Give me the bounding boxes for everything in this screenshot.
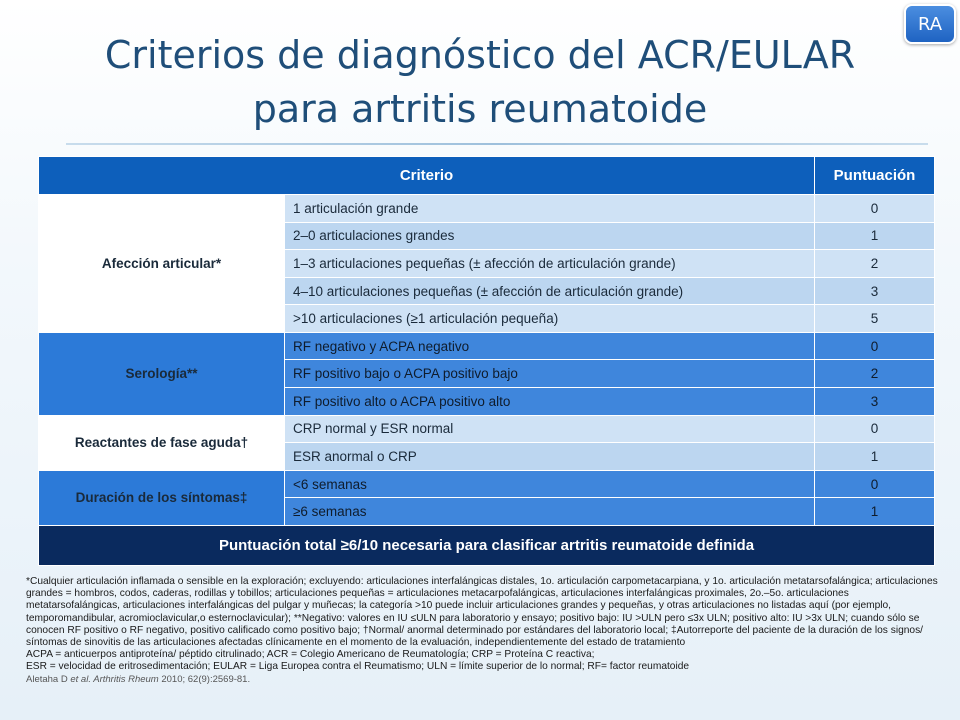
reference-journal: et al. Arthritis Rheum	[70, 673, 159, 685]
category-duracion: Duración de los síntomas‡	[39, 470, 285, 525]
reference-authors: Aletaha D	[26, 673, 71, 685]
footnotes	[26, 576, 938, 686]
header-puntuacion: Puntuación	[815, 157, 935, 195]
page-title	[60, 28, 900, 136]
criterion-score: 0	[815, 470, 935, 498]
criterion-text: RF negativo y ACPA negativo	[285, 332, 815, 360]
criterion-text: 4–10 articulaciones pequeñas (± afección de articulación grande)	[285, 277, 815, 305]
footnote-abbreviations-1: ACPA = anticuerpos antiproteína/ péptido citrulinado; ACR = Colegio Americano de Reumatología; CRP = Proteína C reactiva;	[26, 649, 595, 661]
criterion-score: 5	[815, 305, 935, 333]
criterion-text: RF positivo bajo o ACPA positivo bajo	[285, 360, 815, 388]
criterion-text: ≥6 semanas	[285, 498, 815, 526]
title-divider	[66, 143, 928, 145]
footnote-abbreviations-2: ESR = velocidad de eritrosedimentación; EULAR = Liga Europea contra el Reumatismo; ULN = límite superior de lo normal; RF= factor reumatoide	[26, 661, 690, 673]
criterion-text: 1–3 articulaciones pequeñas (± afección de articulación grande)	[285, 250, 815, 278]
table-row	[39, 470, 935, 498]
category-afeccion-articular: Afección articular*	[39, 195, 285, 333]
criterion-score: 1	[815, 443, 935, 471]
title-line-2: para artritis reumatoide	[252, 87, 708, 131]
criteria-table	[38, 156, 935, 566]
criterion-text: >10 articulaciones (≥1 articulación pequeña)	[285, 305, 815, 333]
reference-citation	[26, 674, 938, 686]
footnote-main: *Cualquier articulación inflamada o sensible en la exploración; excluyendo: articulaciones interfalángicas distales, 1o. articulación carpometacarpiana, y 1o. articulación metatarsofalángica; articulaciones grandes = hombros, codos, caderas, rodillas y tobillos; articulaciones pequeñas = articulaciones metacarpofalángicas, articulaciones interfalángicas proximales, 2o.–5o. articulaciones metatarsofalángicas, articulaciones interfalángicas del pulgar y muñecas; la categoría >10 puede incluir articulaciones grandes y pequeñas, y otras articulaciones no listadas aquí (por ejemplo, temporomandibular, acromioclavicular,o esternoclavicular); **Negativo: valores en IU ≤ULN para laboratorio y ensayo; positivo bajo: IU >ULN pero ≤3x ULN; positivo alto: IU >3x ULN; cuando sólo se conocen RF positivo o RF negativo, positivo calificado como positivo bajo; †Normal/ anormal determinado por estándares del laboratorio local; ‡Autorreporte del paciente de la duración de los signos/ síntomas de sinovitis de las articulaciones afectadas clínicamente en el momento de la evaluación, independientemente del estado de tratamiento	[26, 576, 938, 649]
criterion-text: CRP normal y ESR normal	[285, 415, 815, 443]
category-reactantes: Reactantes de fase aguda†	[39, 415, 285, 470]
criterion-score: 1	[815, 222, 935, 250]
ra-badge: RA	[904, 4, 956, 44]
total-score-note: Puntuación total ≥6/10 necesaria para clasificar artritis reumatoide definida	[39, 526, 935, 566]
criterion-score: 3	[815, 388, 935, 416]
table-row	[39, 415, 935, 443]
criterion-score: 0	[815, 415, 935, 443]
category-serologia: Serología**	[39, 332, 285, 415]
criterion-score: 2	[815, 250, 935, 278]
criterion-score: 1	[815, 498, 935, 526]
table-header-row	[39, 157, 935, 195]
criterion-score: 2	[815, 360, 935, 388]
criterion-score: 0	[815, 195, 935, 223]
total-row	[39, 526, 935, 566]
header-criterio: Criterio	[39, 157, 815, 195]
criterion-score: 0	[815, 332, 935, 360]
title-line-1: Criterios de diagnóstico del ACR/EULAR	[104, 33, 856, 77]
criterion-text: RF positivo alto o ACPA positivo alto	[285, 388, 815, 416]
criterion-text: 2–0 articulaciones grandes	[285, 222, 815, 250]
criterion-text: ESR anormal o CRP	[285, 443, 815, 471]
criterion-score: 3	[815, 277, 935, 305]
table-row	[39, 195, 935, 223]
table-row	[39, 332, 935, 360]
criterion-text: <6 semanas	[285, 470, 815, 498]
reference-details: 2010; 62(9):2569-81.	[158, 673, 251, 685]
criterion-text: 1 articulación grande	[285, 195, 815, 223]
